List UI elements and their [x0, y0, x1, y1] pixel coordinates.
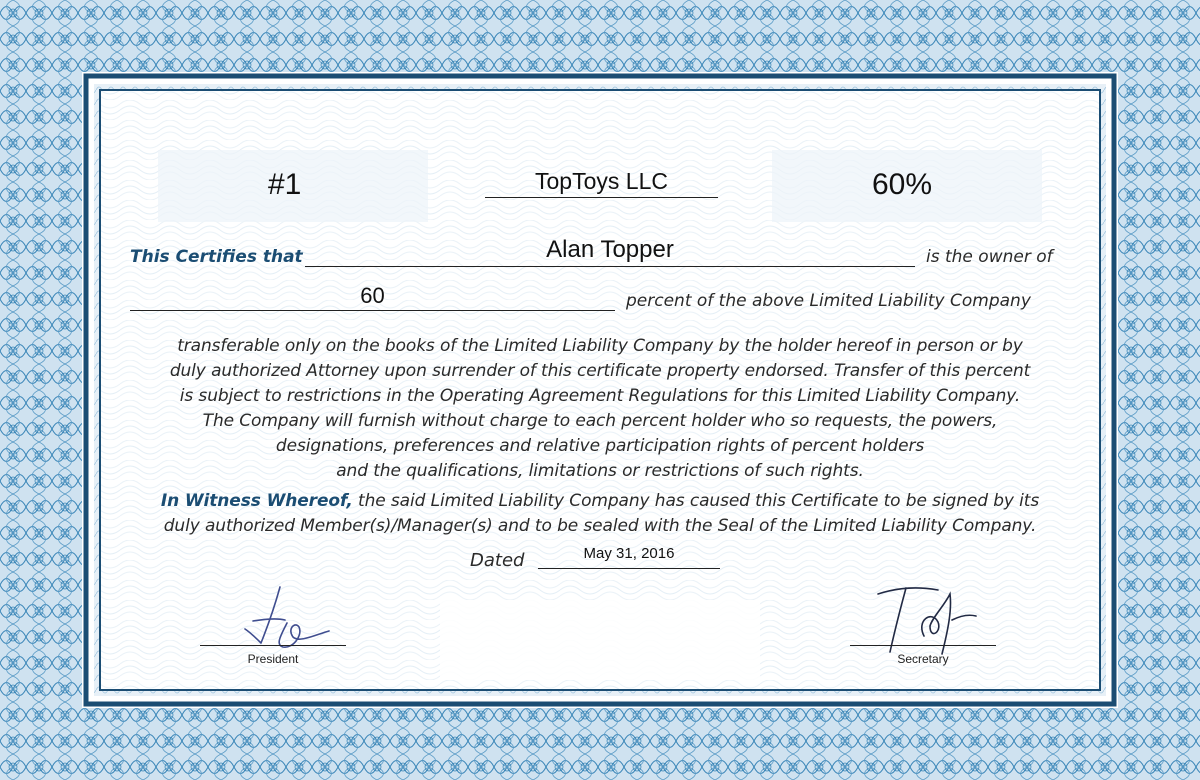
company-name-line	[485, 197, 718, 198]
certificate-body	[118, 334, 1082, 484]
witness-line-1-text: the said Limited Liability Company has caused this Certificate to be signed by its	[358, 491, 1040, 511]
witness-paragraph	[118, 489, 1082, 539]
president-label: President	[247, 652, 299, 666]
president-line	[200, 645, 346, 646]
witness-line-2: duly authorized Member(s)/Manager(s) and to be sealed with the Seal of the Limited Liability Company.	[163, 516, 1037, 536]
body-line-2: duly authorized Attorney upon surrender of this certificate property endorsed. Transfer of this percent	[169, 361, 1031, 381]
dated-label: Dated	[470, 550, 525, 571]
body-line-1: transferable only on the books of the Limited Liability Company by the holder hereof in person or by	[177, 336, 1023, 356]
body-line-3: is subject to restrictions in the Operating Agreement Regulations for this Limited Liability Company.	[179, 386, 1021, 406]
percent-value-line	[130, 310, 615, 311]
witness-label: In Witness Whereof,	[160, 491, 353, 511]
body-line-4: The Company will furnish without charge to each percent holder who so requests, the powers,	[202, 411, 998, 431]
secretary-line	[850, 645, 996, 646]
percent-text: percent of the above Limited Liability Company	[626, 291, 1031, 311]
owner-name-line	[305, 266, 915, 267]
secretary-label: Secretary	[897, 652, 949, 666]
secretary-signature	[872, 580, 982, 660]
date-line	[538, 568, 720, 569]
body-line-6: and the qualifications, limitations or restrictions of such rights.	[336, 461, 864, 481]
date-value: May 31, 2016	[583, 545, 675, 562]
owner-name: Alan Topper	[546, 236, 674, 263]
percent-value: 60	[360, 283, 385, 308]
witness-line-1	[118, 489, 1082, 514]
company-name: TopToys LLC	[535, 168, 668, 194]
body-line-5: designations, preferences and relative participation rights of percent holders	[275, 436, 925, 456]
percent-badge: 60%	[872, 168, 933, 201]
certifies-label: This Certifies that	[130, 247, 303, 267]
owner-suffix: is the owner of	[926, 247, 1053, 267]
certificate-number: #1	[268, 168, 302, 201]
